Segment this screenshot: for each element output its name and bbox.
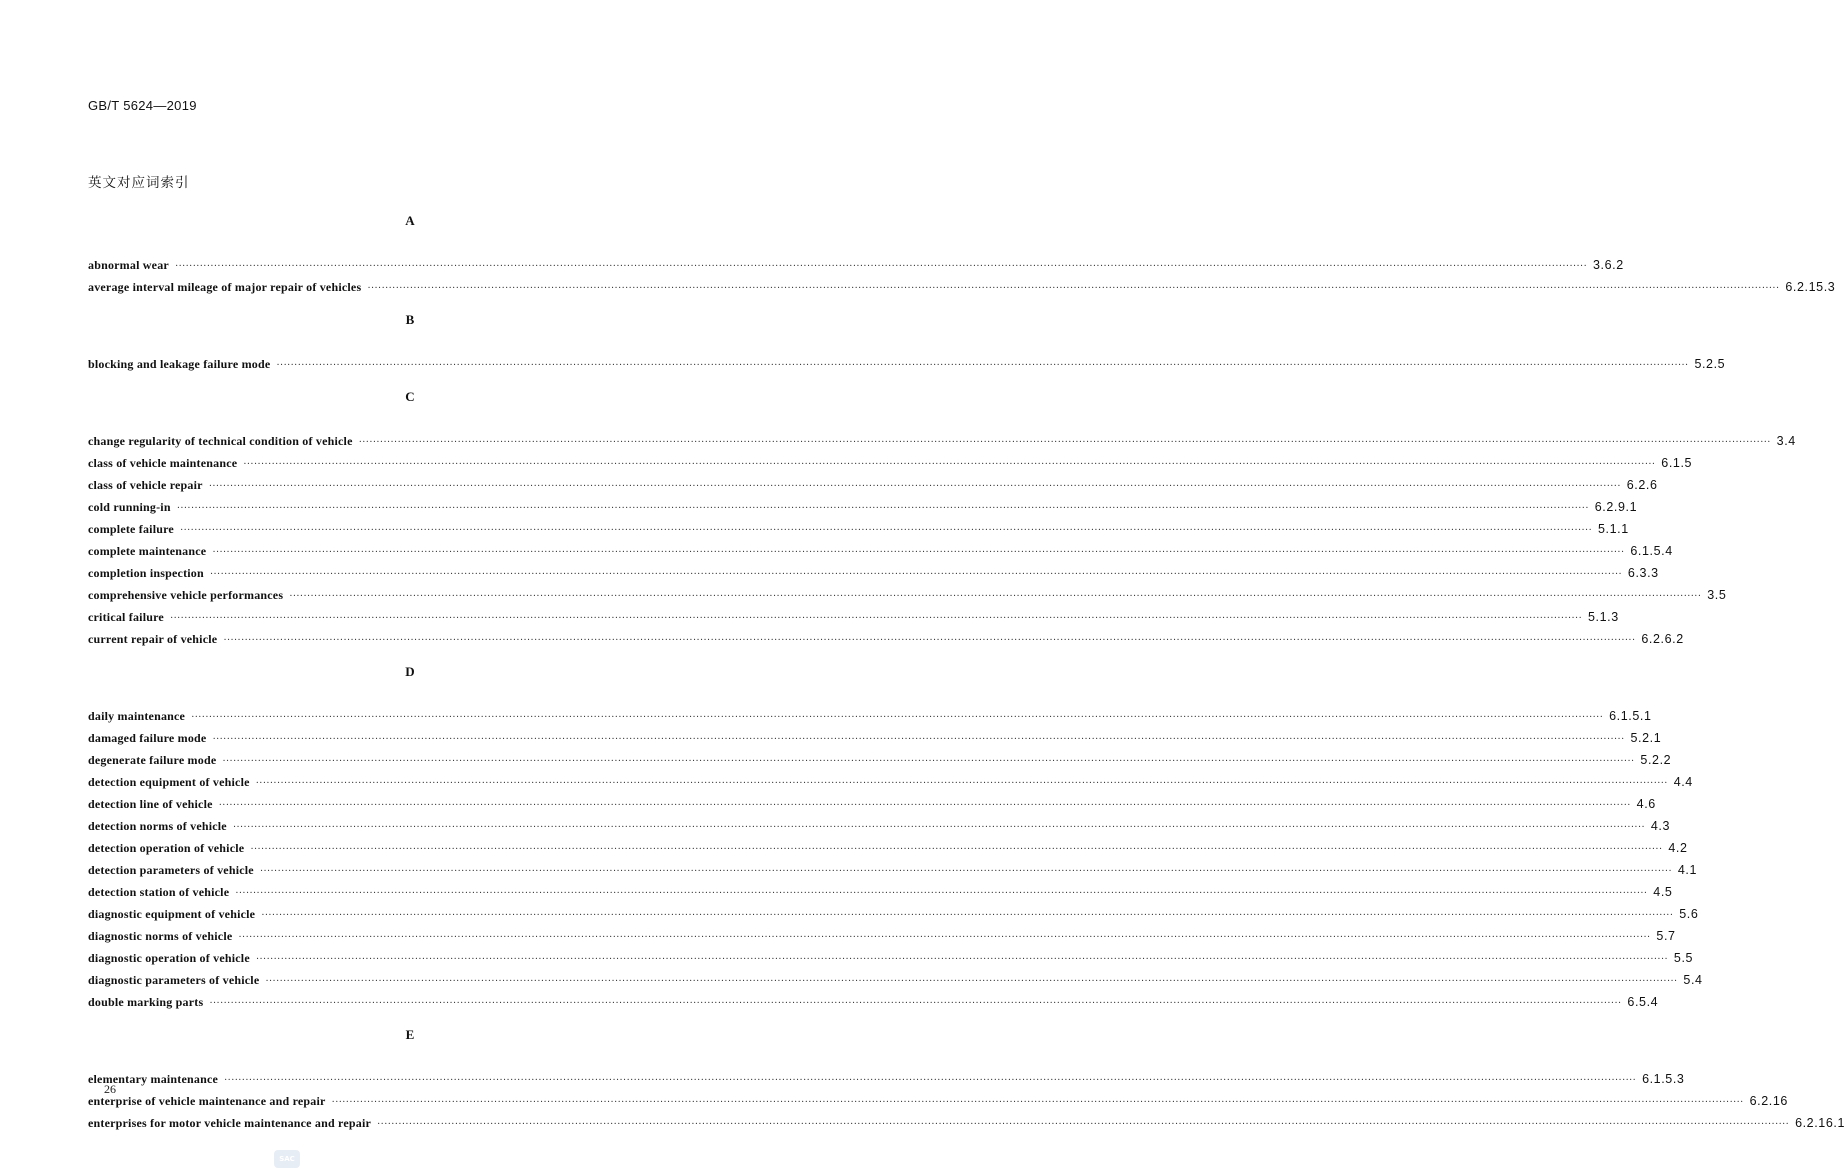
index-term: blocking and leakage failure mode <box>88 357 271 371</box>
index-entry <box>88 1068 1685 1090</box>
index-term: critical failure <box>88 610 164 624</box>
clause-reference: 4.1 <box>1677 863 1698 877</box>
dot-leader: ················································································································································································································································································································································································································ <box>238 932 1651 943</box>
section-letter: D <box>405 664 415 679</box>
dot-leader: ················································································································································································································································································································································································································ <box>250 844 1663 855</box>
index-entry <box>88 474 1658 496</box>
index-term: detection equipment of vehicle <box>88 775 250 789</box>
clause-reference: 5.7 <box>1656 929 1676 943</box>
index-term: diagnostic norms of vehicle <box>88 929 233 943</box>
dot-leader: ················································································································································································································································································································································································································ <box>276 360 1689 371</box>
index-section <box>88 661 1703 1013</box>
dot-leader: ················································································································································································································································································································································································································ <box>212 547 1625 558</box>
clause-reference: 5.2.1 <box>1630 731 1662 745</box>
dot-leader: ················································································································································································································································································································································································································ <box>222 756 1635 767</box>
index-entry <box>88 815 1671 837</box>
index-entry <box>88 793 1656 815</box>
index-term: complete failure <box>88 522 174 536</box>
clause-reference: 5.2.5 <box>1694 357 1726 371</box>
clause-reference: 6.5.4 <box>1627 995 1659 1009</box>
index-term: complete maintenance <box>88 544 207 558</box>
index-entry <box>88 991 1659 1013</box>
dot-leader: ················································································································································································································································································································································································································ <box>243 459 1656 470</box>
index-entry <box>88 584 1727 606</box>
index-term: abnormal wear <box>88 258 169 272</box>
index-term: class of vehicle repair <box>88 478 203 492</box>
index-entry <box>88 518 1629 540</box>
dot-leader: ················································································································································································································································································································································································································ <box>179 525 1592 536</box>
clause-reference: 5.6 <box>1679 907 1699 921</box>
index-term: detection line of vehicle <box>88 797 213 811</box>
dot-leader: ················································································································································································································································································································································································································ <box>191 712 1604 723</box>
index-entry <box>88 903 1699 925</box>
dot-leader: ················································································································································································································································································································································································································ <box>209 998 1622 1009</box>
index-section <box>88 1024 1845 1134</box>
index-list <box>88 210 1845 1145</box>
dot-leader: ················································································································································································································································································································································································································ <box>331 1097 1744 1108</box>
index-term: completion inspection <box>88 566 204 580</box>
clause-reference: 6.1.5.1 <box>1609 709 1652 723</box>
index-term: double marking parts <box>88 995 204 1009</box>
clause-reference: 6.1.5.3 <box>1642 1072 1685 1086</box>
index-term: daily maintenance <box>88 709 186 723</box>
index-title: 英文对应词索引 <box>88 175 190 191</box>
clause-reference: 4.2 <box>1668 841 1688 855</box>
index-section <box>88 309 1726 375</box>
index-term: class of vehicle maintenance <box>88 456 238 470</box>
index-section <box>88 386 1796 650</box>
index-entry <box>88 606 1619 628</box>
clause-reference: 5.4 <box>1683 973 1703 987</box>
standard-code-header: GB/T 5624—2019 <box>88 98 197 113</box>
watermark-logo-icon: SAC <box>274 1150 300 1168</box>
dot-leader: ················································································································································································································································································································································································································ <box>223 635 1636 646</box>
index-entry <box>88 496 1638 518</box>
dot-leader: ················································································································································································································································································································································································································ <box>377 1119 1790 1130</box>
index-term: diagnostic equipment of vehicle <box>88 907 256 921</box>
index-term: elementary maintenance <box>88 1072 219 1086</box>
index-term: comprehensive vehicle performances <box>88 588 284 602</box>
index-entry <box>88 969 1703 991</box>
dot-leader: ················································································································································································································································································································································································································ <box>208 481 1621 492</box>
index-entry <box>88 925 1676 947</box>
dot-leader: ················································································································································································································································································································································································································ <box>235 888 1648 899</box>
clause-reference: 4.6 <box>1636 797 1656 811</box>
index-term: degenerate failure mode <box>88 753 217 767</box>
index-entry <box>88 276 1836 298</box>
clause-reference: 4.4 <box>1673 775 1693 789</box>
index-term: enterprises for motor vehicle maintenance and repair <box>88 1116 372 1130</box>
index-entry <box>88 562 1659 584</box>
dot-leader: ················································································································································································································································································································································································································ <box>255 778 1668 789</box>
index-entry <box>88 452 1693 474</box>
dot-leader: ················································································································································································································································································································································································································ <box>212 734 1625 745</box>
index-term: change regularity of technical condition of vehicle <box>88 434 353 448</box>
section-letter: C <box>405 389 415 404</box>
clause-reference: 6.2.6 <box>1626 478 1658 492</box>
dot-leader: ················································································································································································································································································································································································································ <box>209 569 1622 580</box>
index-entry <box>88 254 1624 276</box>
dot-leader: ················································································································································································································································································································································································································ <box>176 503 1589 514</box>
clause-reference: 3.5 <box>1707 588 1727 602</box>
index-entry <box>88 881 1673 903</box>
clause-reference: 5.5 <box>1673 951 1694 965</box>
clause-reference: 6.2.16.1 <box>1795 1116 1845 1130</box>
dot-leader: ················································································································································································································································································································································································································ <box>261 910 1674 921</box>
index-entry <box>88 837 1688 859</box>
index-term: damaged failure mode <box>88 731 207 745</box>
clause-reference: 3.6.2 <box>1592 258 1624 272</box>
index-entry <box>88 628 1684 650</box>
clause-reference: 6.2.6.2 <box>1641 632 1684 646</box>
clause-reference: 6.3.3 <box>1627 566 1659 580</box>
clause-reference: 4.5 <box>1653 885 1673 899</box>
index-term: detection operation of vehicle <box>88 841 245 855</box>
clause-reference: 3.4 <box>1776 434 1796 448</box>
index-entry <box>88 749 1672 771</box>
dot-leader: ················································································································································································································································································································································································································ <box>367 283 1780 294</box>
index-term: current repair of vehicle <box>88 632 218 646</box>
index-entry <box>88 727 1662 749</box>
dot-leader: ················································································································································································································································································································································································································ <box>174 261 1587 272</box>
index-term: detection parameters of vehicle <box>88 863 254 877</box>
clause-reference: 5.2.2 <box>1640 753 1672 767</box>
index-term: cold running-in <box>88 500 171 514</box>
index-entry <box>88 947 1694 969</box>
dot-leader: ················································································································································································································································································································································································································ <box>358 437 1771 448</box>
dot-leader: ················································································································································································································································································································································································································ <box>259 866 1672 877</box>
index-term: enterprise of vehicle maintenance and repair <box>88 1094 326 1108</box>
clause-reference: 5.1.3 <box>1587 610 1619 624</box>
dot-leader: ················································································································································································································································································································································································································ <box>169 613 1582 624</box>
section-letter: A <box>405 213 415 228</box>
index-section <box>88 210 1836 298</box>
dot-leader: ················································································································································································································································································································································································································ <box>218 800 1631 811</box>
index-entry <box>88 1112 1845 1134</box>
index-term: diagnostic operation of vehicle <box>88 951 250 965</box>
dot-leader: ················································································································································································································································································································································································································ <box>255 954 1668 965</box>
clause-reference: 6.1.5.4 <box>1630 544 1673 558</box>
section-letter: B <box>405 312 415 327</box>
section-letter: E <box>405 1027 415 1042</box>
index-term: average interval mileage of major repair of vehicles <box>88 280 362 294</box>
index-entry <box>88 859 1698 881</box>
dot-leader: ················································································································································································································································································································································································································ <box>289 591 1702 602</box>
index-entry <box>88 1090 1788 1112</box>
index-entry <box>88 705 1652 727</box>
clause-reference: 6.1.5 <box>1661 456 1693 470</box>
dot-leader: ················································································································································································································································································································································································································ <box>265 976 1678 987</box>
index-entry <box>88 353 1726 375</box>
clause-reference: 6.2.15.3 <box>1785 280 1836 294</box>
index-entry <box>88 540 1673 562</box>
dot-leader: ················································································································································································································································································································································································································ <box>224 1075 1637 1086</box>
index-term: diagnostic parameters of vehicle <box>88 973 260 987</box>
index-term: detection station of vehicle <box>88 885 230 899</box>
clause-reference: 6.2.16 <box>1749 1094 1788 1108</box>
page-number: 26 <box>104 1082 116 1096</box>
index-entry <box>88 771 1693 793</box>
clause-reference: 4.3 <box>1650 819 1671 833</box>
dot-leader: ················································································································································································································································································································································································································ <box>232 822 1645 833</box>
index-entry <box>88 430 1796 452</box>
index-term: detection norms of vehicle <box>88 819 227 833</box>
clause-reference: 6.2.9.1 <box>1594 500 1638 514</box>
clause-reference: 5.1.1 <box>1597 522 1629 536</box>
